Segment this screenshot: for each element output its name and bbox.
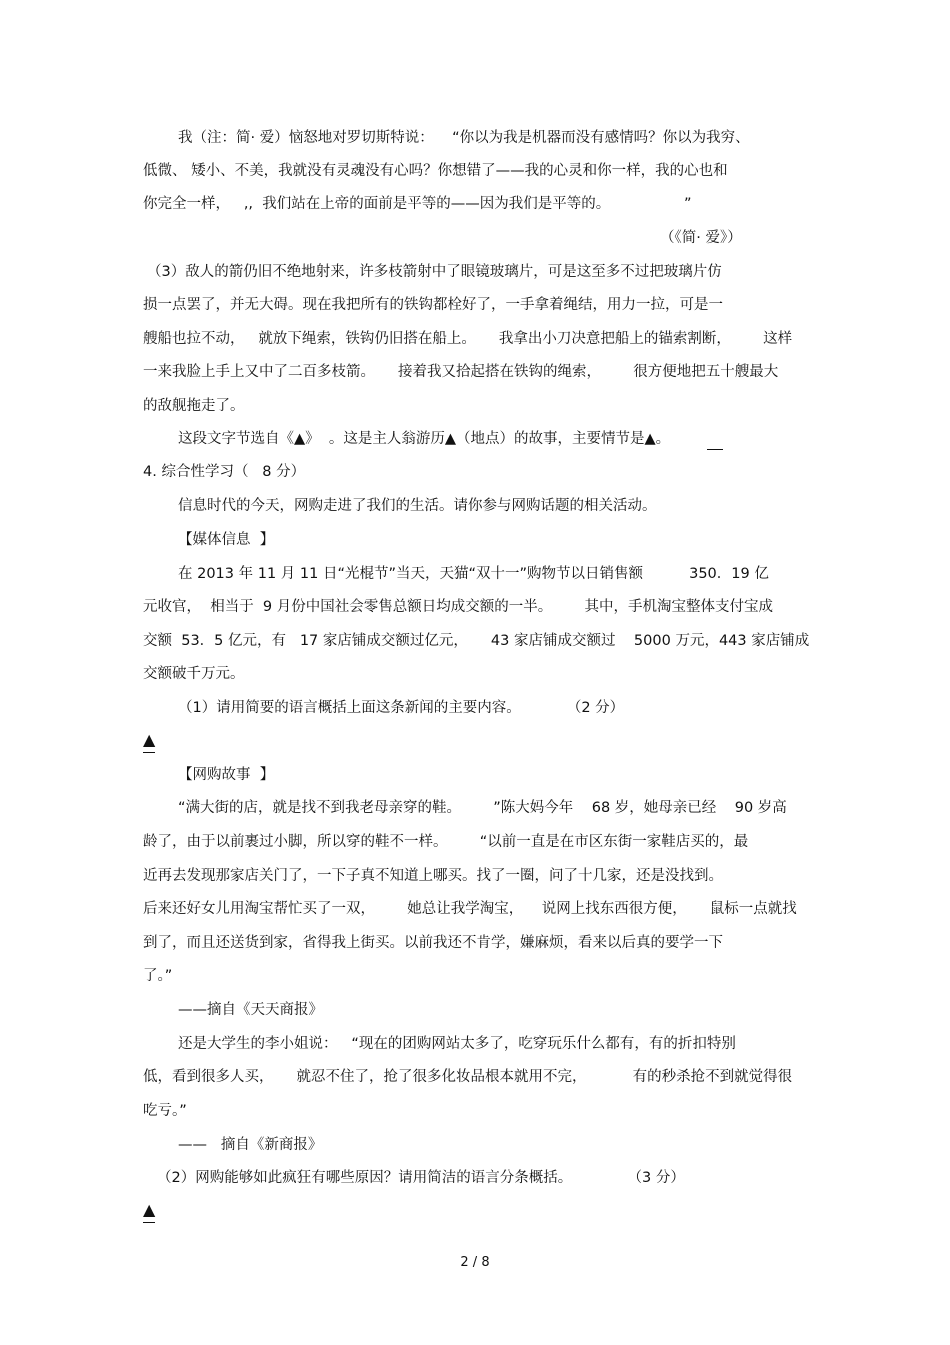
story-heading: 【网购故事 】 bbox=[178, 767, 275, 783]
story-line1: “满大街的店，就是找不到我老母亲穿的鞋。 ”陈大妈今年 68 岁，她母亲已经 90 岁高 bbox=[178, 800, 787, 816]
passage3-line5: 的敌舰拖走了。 bbox=[143, 398, 245, 414]
story-line4: 后来还好女儿用淘宝帮忙买了一双， 她总让我学淘宝， 说网上找东西很方便， 鼠标一点就找 bbox=[143, 901, 797, 917]
passage3-question: 这段文字节选自《▲》 。这是主人翁游历▲（地点）的故事，主要情节是▲。 bbox=[178, 431, 671, 447]
passage2-line2: 低微、 矮小、不美，我就没有灵魂没有心吗？你想错了——我的心灵和你一样，我的心也和 bbox=[143, 163, 728, 179]
story2-line3: 吃亏。” bbox=[143, 1103, 187, 1119]
page-number: 2 / 8 bbox=[460, 1255, 490, 1270]
story-line5: 到了，而且还送货到家，省得我上街买。以前我还不肯学，嫌麻烦，看来以后真的要学一下 bbox=[143, 935, 723, 951]
passage3-line3: 艘船也拉不动， 就放下绳索，铁钩仍旧搭在船上。 我拿出小刀决意把船上的锚索割断， 这样 bbox=[143, 331, 793, 347]
passage2-source: （《简· 爱》） bbox=[660, 230, 742, 246]
answer-mark-2: ▲ bbox=[143, 1200, 155, 1223]
media-line1: 在 2013 年 11 月 11 日“光棍节”当天，天猫“双十一”购物节以日销售额 350．19 亿 bbox=[178, 566, 769, 582]
section4-title: 4. 综合性学习（ 8 分） bbox=[143, 464, 306, 480]
question-2: （2）网购能够如此疯狂有哪些原因？请用简洁的语言分条概括。 （3 分） bbox=[157, 1170, 685, 1186]
story2-line2: 低，看到很多人买， 就忍不住了，抢了很多化妆品根本就用不完， 有的秒杀抢不到就觉得很 bbox=[143, 1069, 793, 1085]
story-source-1: ——摘自《天天商报》 bbox=[178, 1002, 323, 1018]
media-line3: 交额 53．5 亿元，有 17 家店铺成交额过亿元， 43 家店铺成交额过 5000 万元，443 家店铺成 bbox=[143, 633, 810, 649]
story-line2: 龄了，由于以前裹过小脚，所以穿的鞋不一样。 “以前一直是在市区东街一家鞋店买的，最 bbox=[143, 834, 749, 850]
passage3-line1: （3）敌人的箭仍旧不绝地射来，许多枝箭射中了眼镜玻璃片，可是这至多不过把玻璃片仿 bbox=[147, 264, 722, 280]
media-line2: 元收官， 相当于 9 月份中国社会零售总额日均成交额的一半。 其中，手机淘宝整体支付宝成 bbox=[143, 599, 774, 615]
story2-line1: 还是大学生的李小姐说： “现在的团购网站太多了，吃穿玩乐什么都有，有的折扣特别 bbox=[178, 1036, 736, 1052]
media-heading: 【媒体信息 】 bbox=[178, 532, 275, 548]
answer-underline bbox=[707, 449, 723, 450]
passage3-line2: 损一点罢了，并无大碍。现在我把所有的铁钩都栓好了，一手拿着绳结，用力一拉，可是一 bbox=[143, 297, 723, 313]
passage2-line3: 你完全一样， ,, 我们站在上帝的面前是平等的——因为我们是平等的。 ” bbox=[143, 196, 692, 212]
story-line6: 了。” bbox=[143, 968, 173, 984]
passage2-line1: 我（注：简· 爱）恼怒地对罗切斯特说： “你以为我是机器而没有感情吗？你以为我穷、 bbox=[178, 130, 750, 146]
question-1: （1）请用简要的语言概括上面这条新闻的主要内容。 （2 分） bbox=[178, 700, 625, 716]
story-source-2: —— 摘自《新商报》 bbox=[178, 1137, 323, 1153]
passage3-line4: 一来我脸上手上又中了二百多枝箭。 接着我又拾起搭在铁钩的绳索， 很方便地把五十艘最大 bbox=[143, 364, 779, 380]
answer-mark-1: ▲ bbox=[143, 730, 155, 753]
media-line4: 交额破千万元。 bbox=[143, 666, 245, 682]
story-line3: 近再去发现那家店关门了，一下子真不知道上哪买。找了一圈，问了十几家，还是没找到。 bbox=[143, 868, 723, 884]
section4-intro: 信息时代的今天，网购走进了我们的生活。请你参与网购话题的相关活动。 bbox=[178, 498, 657, 514]
